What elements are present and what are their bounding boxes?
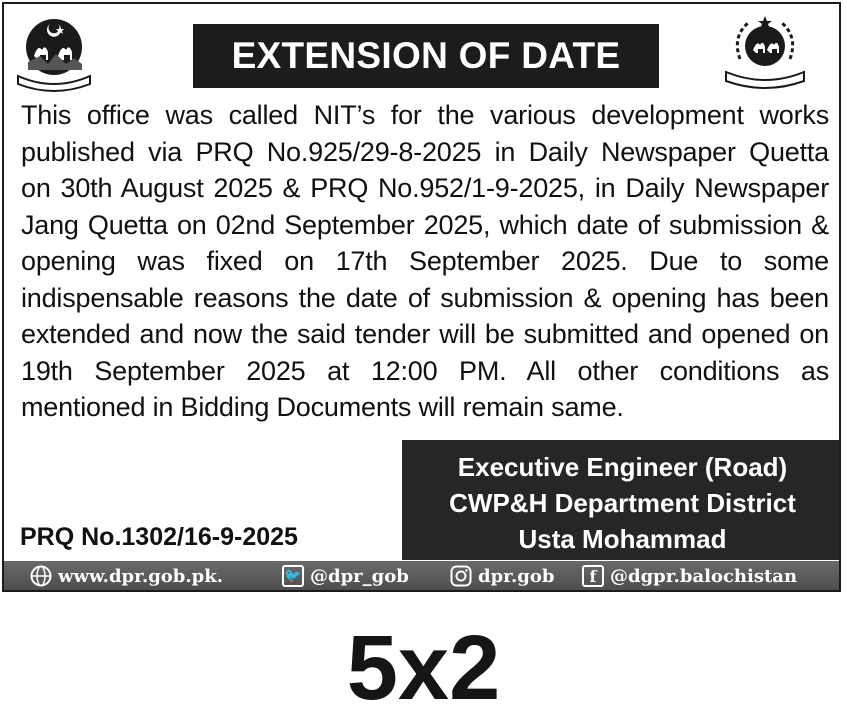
facebook-icon: f [582, 565, 604, 587]
footer-facebook[interactable]: @dgpr.balochistan [610, 565, 798, 587]
dgpr-emblem-icon [720, 14, 810, 94]
signature-line: Executive Engineer (Road) [457, 452, 788, 482]
footer-instagram[interactable]: dpr.gob [478, 565, 555, 587]
ad-size-label: 5x2 [346, 617, 501, 719]
signature-block [402, 440, 841, 560]
notice-body [21, 97, 829, 426]
instagram-icon [450, 565, 472, 587]
notice-line: on 30th August 2025 & PRQ No.952/1-9-2025, in Daily Newspaper [21, 173, 829, 203]
footer-bar [4, 561, 841, 592]
notice-line: extended and now the said tender will be submitted and opened on [21, 319, 829, 349]
prq-number: PRQ No.1302/16-9-2025 [20, 523, 298, 551]
ad-title: EXTENSION OF DATE [193, 24, 659, 88]
footer-twitter[interactable]: @dpr_gob [310, 565, 409, 587]
signature-line: CWP&H Department District [449, 488, 796, 518]
notice-line: indispensable reasons the date of submission & opening has been [21, 282, 829, 313]
globe-icon [30, 565, 52, 587]
advertisement [2, 2, 841, 592]
notice-line: Jang Quetta on 02nd September 2025, which date of submission & [21, 209, 829, 240]
notice-line: published via PRQ No.925/29-8-2025 in Daily Newspaper Quetta [21, 136, 829, 167]
signature-line: Usta Mohammad [518, 524, 727, 554]
notice-line: This office was called NIT’s for the various development works [21, 100, 829, 130]
notice-line: mentioned in Bidding Documents will remain same. [21, 392, 624, 422]
balochistan-emblem-icon [14, 14, 94, 94]
footer-website[interactable]: www.dpr.gob.pk. [58, 565, 223, 587]
notice-line: 19th September 2025 at 12:00 PM. All other conditions as [21, 355, 829, 386]
twitter-icon: 🐦 [282, 565, 304, 587]
notice-line: opening was fixed on 17th September 2025. Due to some [21, 246, 829, 276]
